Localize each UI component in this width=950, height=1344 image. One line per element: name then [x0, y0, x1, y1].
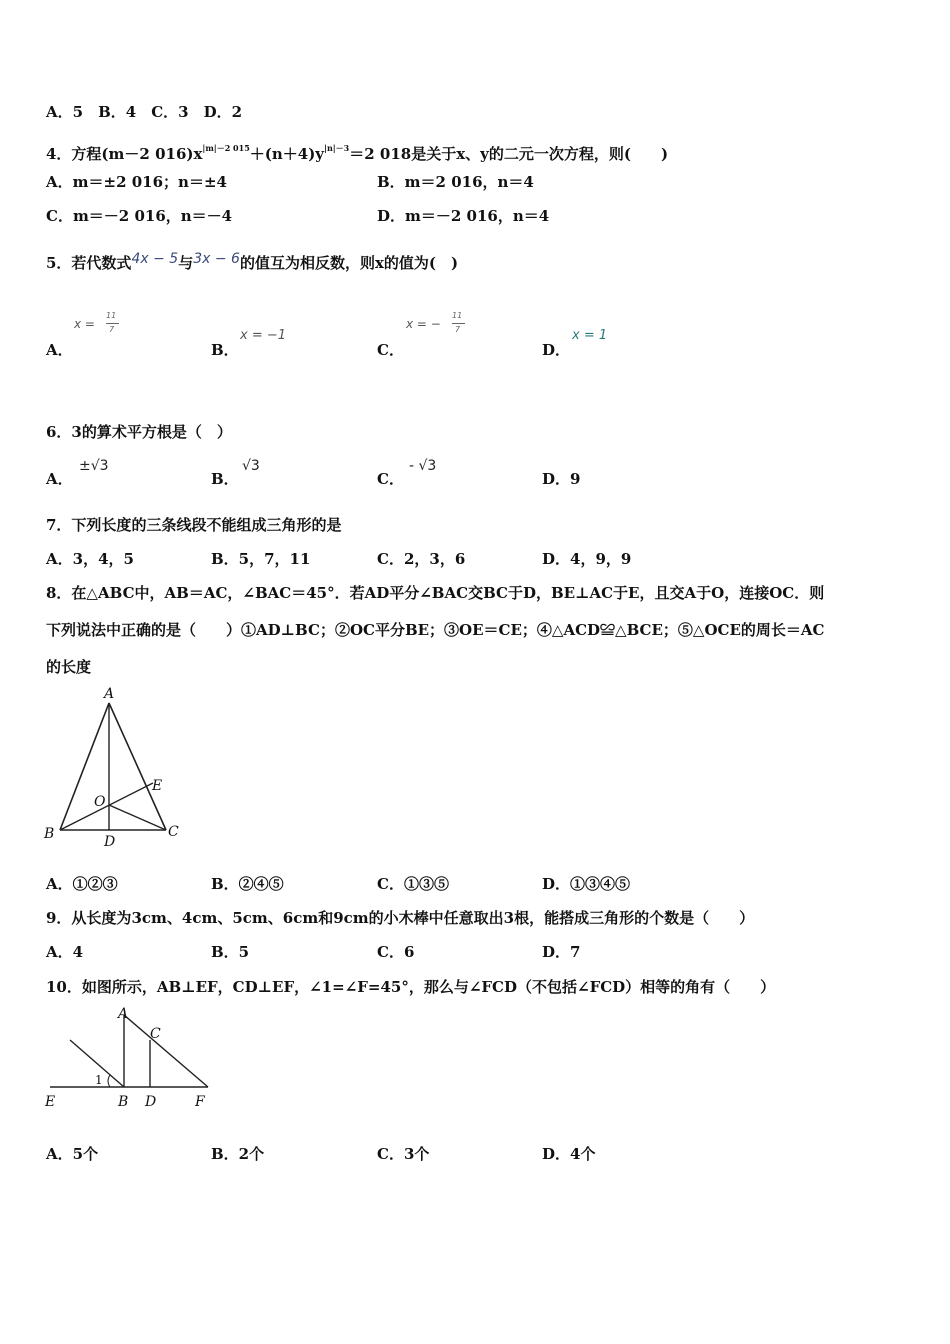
segment-af: [124, 1015, 208, 1087]
label-d: D: [104, 834, 116, 850]
q4-stem-c: ＝2 018是关于x、y的二元一次方程，则( ): [349, 145, 669, 163]
segment-ab: [60, 703, 109, 830]
label-o: O: [94, 794, 106, 810]
q6-option-b-label: B．: [211, 470, 239, 488]
label-c: C: [150, 1026, 161, 1042]
q5-option-c-fraction: [452, 311, 466, 337]
q4-option-d: D．m＝－2 016，n＝4: [377, 207, 550, 225]
q5-option-c-label: C．: [377, 341, 404, 359]
q5-option-a-label: A．: [46, 341, 73, 359]
label-a: A: [104, 686, 115, 702]
q9-option-b: B．5: [211, 943, 250, 961]
q10-option-c: C．3个: [377, 1145, 430, 1163]
q5-stem-a: 5．若代数式: [46, 254, 132, 272]
q5-expression-1: 4x − 5: [131, 251, 179, 267]
label-b: B: [44, 826, 55, 842]
q3-options: A．5 B．4 C．3 D．2: [46, 103, 243, 121]
label-angle-1: 1: [95, 1073, 103, 1087]
q4-stem: [46, 139, 668, 163]
q7-option-a: A．3，4，5: [46, 550, 134, 568]
q5-option-a-denominator: 7: [109, 325, 115, 334]
q10-option-b: B．2个: [211, 1145, 265, 1163]
q8-option-d: D．①③④⑤: [542, 875, 631, 893]
label-a: A: [118, 1006, 129, 1022]
fraction-bar: [106, 323, 119, 324]
q6-option-c-label: C．: [377, 470, 404, 488]
q5-stem-c: 的值互为相反数，则x的值为( ): [239, 254, 459, 272]
q4-stem-a: 4．方程(m－2 016)x: [46, 145, 203, 163]
segment-oc: [109, 805, 166, 830]
q10-figure: [40, 1003, 220, 1113]
fraction-bar: [452, 323, 465, 324]
q10-option-d: D．4个: [542, 1145, 596, 1163]
q9-stem: 9．从长度为3cm、4cm、5cm、6cm和9cm的小木棒中任意取出3根，能搭成三角形的个数是（ ）: [46, 909, 755, 927]
q5-option-b-label: B．: [211, 341, 239, 359]
q4-exponent-1: |m|－2 015: [202, 143, 250, 153]
label-e: E: [45, 1094, 56, 1110]
q5-stem-b: 与: [178, 254, 194, 272]
q10-stem: 10．如图所示，AB⊥EF，CD⊥EF，∠1=∠F=45°，那么与∠FCD（不包括∠FCD）相等的角有（ ）: [46, 978, 776, 996]
q9-option-c: C．6: [377, 943, 415, 961]
q9-option-d: D．7: [542, 943, 581, 961]
label-c: C: [168, 824, 179, 840]
q7-stem: 7．下列长度的三条线段不能组成三角形的是: [46, 516, 342, 534]
q5-option-c-numerator: 11: [452, 311, 463, 320]
q6-option-c-math: - √3: [409, 458, 437, 474]
label-e: E: [152, 778, 163, 794]
q8-stem-line-1: 8．在△ABC中，AB＝AC，∠BAC＝45°．若AD平分∠BAC交BC于D，BE⊥AC于E，且交A于O，连接OC．则: [46, 584, 825, 602]
q4-option-b: B．m＝2 016，n＝4: [377, 173, 534, 191]
label-d: D: [145, 1094, 157, 1110]
q5-option-d-label: D．: [542, 341, 571, 359]
angle-1-arc: [108, 1075, 110, 1087]
q6-option-a-label: A．: [46, 470, 73, 488]
q5-option-d-math: x = 1: [572, 328, 608, 343]
label-f: F: [195, 1094, 205, 1110]
q5-stem: [46, 251, 459, 273]
q8-stem-line-2: 下列说法中正确的是（ ）①AD⊥BC；②OC平分BE；③OE＝CE；④△ACD≌△BCE；⑤△OCE的周长＝AC: [46, 621, 825, 639]
q8-option-b: B．②④⑤: [211, 875, 284, 893]
q6-stem: 6．3的算术平方根是（ ）: [46, 423, 232, 441]
q4-option-a: A．m＝±2 016；n＝±4: [46, 173, 227, 191]
label-b: B: [118, 1094, 129, 1110]
q5-expression-2: 3x − 6: [193, 251, 240, 267]
q6-option-b-math: √3: [242, 458, 260, 474]
q5-option-b-math: x = −1: [240, 328, 287, 343]
q6-option-d: D．9: [542, 470, 581, 488]
q7-option-d: D．4，9，9: [542, 550, 632, 568]
q5-option-a-lhs: x =: [74, 317, 95, 331]
q6-option-a-math: ±√3: [79, 458, 109, 474]
q4-exponent-2: |n|－3: [324, 143, 350, 153]
q8-option-c: C．①③⑤: [377, 875, 449, 893]
q7-option-b: B．5，7，11: [211, 550, 311, 568]
segment-be: [60, 783, 153, 830]
q7-option-c: C．2，3，6: [377, 550, 466, 568]
q8-triangle-figure: [40, 682, 190, 854]
q4-option-c: C．m＝－2 016，n＝－4: [46, 207, 233, 225]
q10-option-a: A．5个: [46, 1145, 99, 1163]
q9-option-a: A．4: [46, 943, 84, 961]
q8-option-a: A．①②③: [46, 875, 118, 893]
q5-option-c-lhs: x = −: [406, 317, 441, 331]
q8-stem-line-3: 的长度: [46, 658, 92, 676]
q5-option-a-fraction: [106, 311, 120, 337]
q5-option-a-numerator: 11: [106, 311, 117, 320]
q5-option-c-denominator: 7: [455, 325, 461, 334]
segment-ac: [109, 703, 166, 830]
q4-stem-b: ＋(n＋4)y: [249, 145, 325, 163]
